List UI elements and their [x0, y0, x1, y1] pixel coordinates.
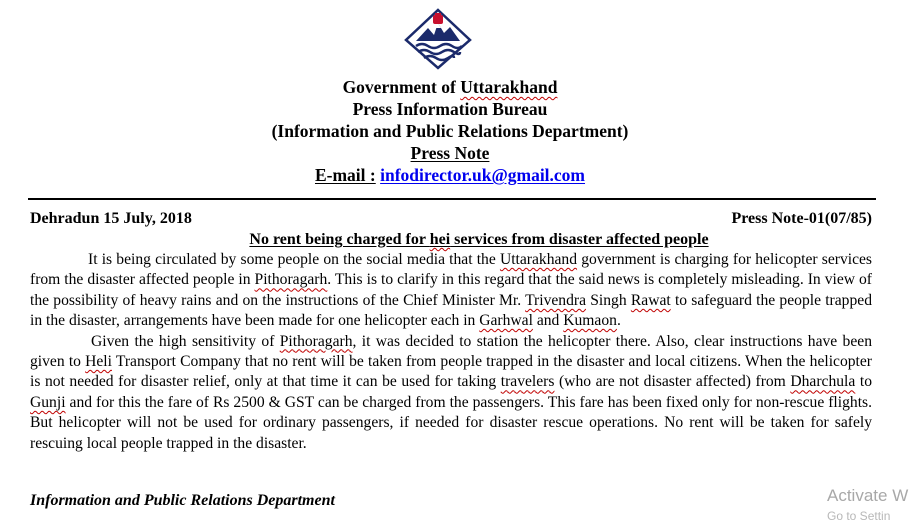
department-line: (Information and Public Relations Department)	[271, 121, 629, 141]
bureau-line: Press Information Bureau	[352, 99, 548, 119]
uttarakhand-emblem-logo	[404, 8, 472, 70]
press-note-number: Press Note-01(07/85)	[731, 210, 872, 227]
activate-windows-watermark: Activate W	[827, 486, 909, 505]
letterhead	[0, 76, 900, 186]
meta-row	[30, 209, 872, 229]
paragraph-1: It is being circulated by some people on the social media that the Uttarakhand government is charging for helicopter services from the disaster affected people in Pithoragarh. This is to clarify in this regard that the said news is completely misleading. In view of the possibility of heavy rains and on the instructions of the Chief Minister Mr. Trivendra Singh Rawat to safeguard the people trapped in the disaster, arrangements have been made for one helicopter each in Garhwal and Kumaon.	[30, 251, 872, 330]
press-note-title: No rent being charged for hei services from disaster affected people	[249, 231, 709, 248]
email-link[interactable]: infodirector.uk@gmail.com	[380, 165, 586, 185]
government-line: Government of Uttarakhand	[342, 77, 558, 97]
paragraph-2: Given the high sensitivity of Pithoragarh, it was decided to station the helicopter there. Also, clear instructions have been given to Heli Transport Company that no rent will be taken from people trapped in the disaster and local citizens. When the helicopter is not needed for disaster relief, only at that time it can be used for taking travelers (who are not disaster affected) from Dharchula to Gunji and for this the fare of Rs 2500 & GST can be charged from the passengers. This fare has been fixed only for non-rescue flights. But helicopter will not be used for ordinary passengers, if needed for disaster rescue operations. No rent will be taken for safely rescuing local people trapped in the disaster.	[30, 332, 872, 452]
email-line	[0, 164, 900, 186]
header-divider	[28, 198, 876, 200]
place-date: Dehradun 15 July, 2018	[30, 210, 192, 227]
email-label: E-mail :	[314, 165, 376, 185]
press-note-body	[30, 250, 872, 454]
press-note-heading: Press Note	[410, 143, 490, 163]
activate-windows-settings-link[interactable]: Go to Settin	[827, 509, 891, 523]
signoff-department: Information and Public Relations Department	[30, 492, 335, 509]
